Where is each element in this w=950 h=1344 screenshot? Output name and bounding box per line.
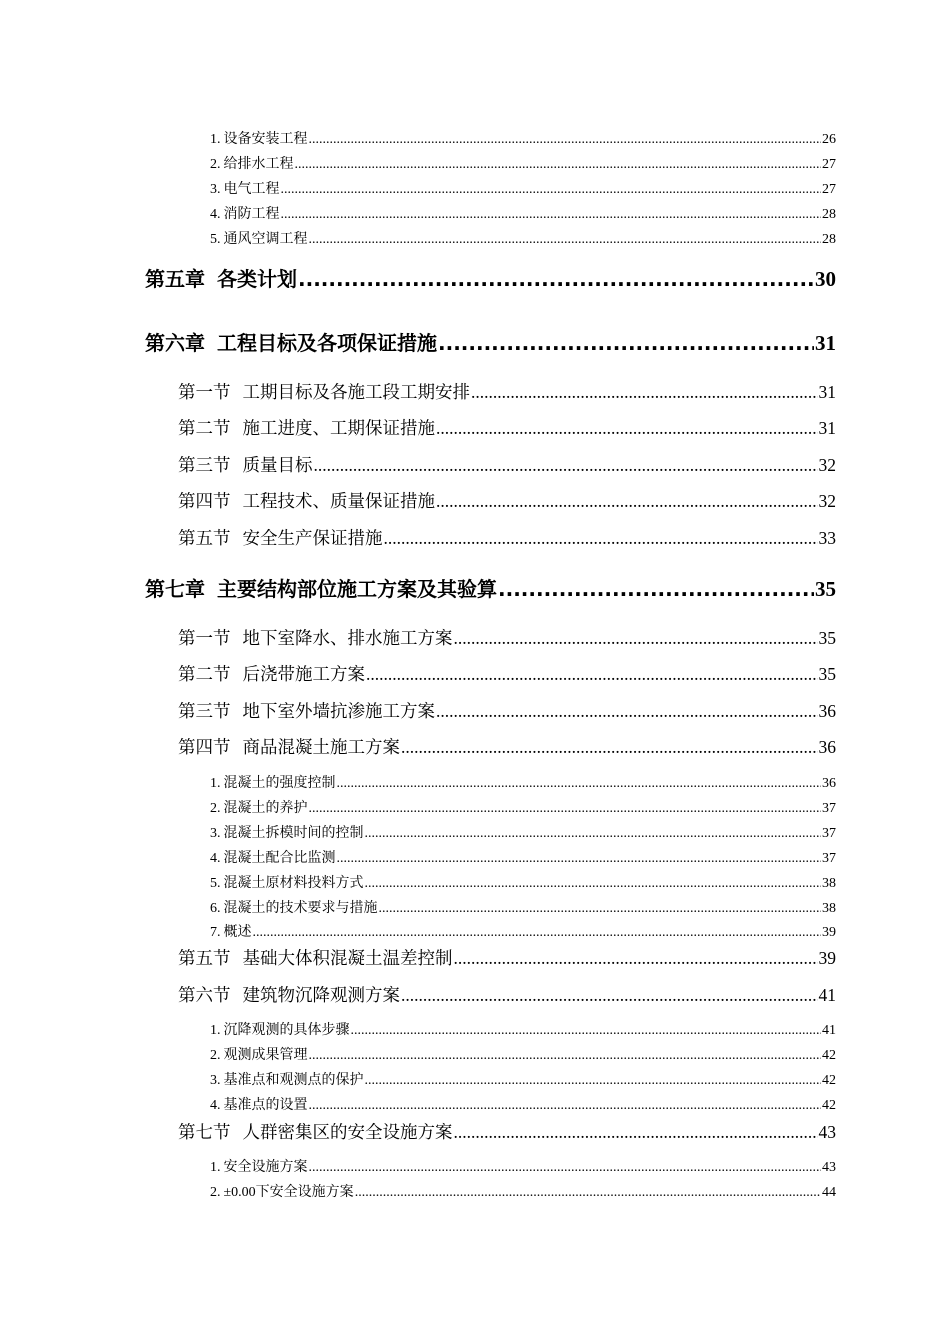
toc-entry-number: 1. [210,1160,221,1175]
toc-entry-title: 通风空调工程 [223,232,308,247]
toc-page-number: 32 [818,455,836,475]
toc-entry-title: 工程技术、质量保证措施 [242,491,435,511]
toc-page-number: 28 [822,232,836,247]
toc-entry-label [210,847,336,867]
dot-leader [438,331,814,355]
toc-entry-title: 商品混凝土施工方案 [242,737,400,757]
toc-page-number: 38 [822,901,836,916]
toc-entry-label [178,415,435,440]
toc-entry-title: 消防工程 [223,207,280,222]
dot-leader [401,737,818,758]
toc-page-number: 39 [818,948,836,968]
toc-entry-title: 给排水工程 [223,157,294,172]
toc-entry-number: 5. [210,876,221,891]
toc-entry-title: ±0.00下安全设施方案 [223,1185,354,1200]
toc-entry-label [210,1094,308,1114]
toc-chapter-entry[interactable] [145,263,836,292]
toc-entry-number: 3. [210,826,221,841]
dot-leader [366,664,818,685]
toc-entry-title: 基础大体积混凝土温差控制 [242,948,453,968]
toc-entry-title: 电气工程 [223,182,280,197]
toc-entry-label [145,263,297,292]
toc-entry-label [210,797,308,817]
toc-section-entry[interactable] [178,379,836,404]
toc-page-number: 33 [818,528,836,548]
dot-leader [295,157,822,173]
toc-entry-number: 第六章 [145,331,205,355]
toc-entry-number: 2. [210,1185,221,1200]
toc-entry-title: 基准点和观测点的保护 [223,1073,364,1088]
dot-leader [298,267,814,291]
toc-entry-label [210,228,308,248]
toc-entry-label [210,1044,308,1064]
toc-item-entry[interactable] [210,1044,836,1064]
toc-entry-number: 第四节 [178,491,231,511]
dot-leader [281,207,822,223]
toc-section-entry[interactable] [178,488,836,513]
toc-entry-number: 第七节 [178,1122,231,1142]
toc-entry-label [210,1019,350,1039]
toc-item-entry[interactable] [210,797,836,817]
dot-leader [309,1098,822,1114]
dot-leader [454,948,818,969]
toc-entry-number: 第二节 [178,418,231,438]
toc-entry-title: 沉降观测的具体步骤 [223,1023,350,1038]
toc-entry-number: 第五节 [178,528,231,548]
toc-entry-label [210,822,364,842]
dot-leader [365,876,822,892]
dot-leader [401,985,818,1006]
toc-entry-label [210,1069,364,1089]
toc-entry-label [145,573,497,602]
toc-entry-label [178,945,453,970]
toc-entry-label [210,897,378,917]
toc-entry-number: 第三节 [178,701,231,721]
toc-entry-label [210,921,252,941]
toc-entry-number: 第四节 [178,737,231,757]
toc-item-entry[interactable] [210,872,836,892]
toc-section-entry[interactable] [178,734,836,759]
toc-entry-label [210,872,364,892]
toc-page-number: 37 [822,826,836,841]
toc-entry-label [178,661,365,686]
toc-entry-label [210,1156,308,1176]
toc-page-number: 43 [822,1160,836,1175]
toc-section-entry[interactable] [178,661,836,686]
toc-entry-number: 4. [210,1098,221,1113]
toc-entry-label [210,128,308,148]
toc-entry-title: 地下室降水、排水施工方案 [242,628,453,648]
toc-entry-number: 2. [210,801,221,816]
toc-entry-number: 第一节 [178,628,231,648]
toc-entry-number: 1. [210,1023,221,1038]
toc-entry-label [178,698,435,723]
toc-entry-number: 1. [210,776,221,791]
toc-entry-number: 第三节 [178,455,231,475]
toc-page-number: 35 [818,628,836,648]
toc-page-number: 41 [818,985,836,1005]
toc-entry-title: 施工进度、工期保证措施 [242,418,435,438]
dot-leader [314,455,818,476]
toc-page-number: 37 [822,801,836,816]
toc-section-entry[interactable] [178,698,836,723]
toc-page-number: 36 [818,701,836,721]
toc-section-entry[interactable] [178,982,836,1007]
toc-item-entry[interactable] [210,1156,836,1176]
toc-entry-number: 第七章 [145,577,205,601]
dot-leader [384,528,818,549]
toc-page-number: 42 [822,1048,836,1063]
toc-item-entry[interactable] [210,1094,836,1114]
toc-item-entry[interactable] [210,772,836,792]
toc-page-number: 36 [822,776,836,791]
toc-entry-title: 人群密集区的安全设施方案 [242,1122,453,1142]
toc-page-number: 35 [815,577,836,601]
toc-page-number: 30 [815,267,836,291]
toc-page-number: 31 [818,418,836,438]
toc-page-number: 32 [818,491,836,511]
toc-section-entry[interactable] [178,415,836,440]
toc-entry-label [178,379,470,404]
toc-page-number: 27 [822,182,836,197]
dot-leader [355,1185,821,1201]
toc-entry-label [210,153,294,173]
toc-item-entry[interactable] [210,228,836,248]
toc-page-number: 26 [822,132,836,147]
toc-entry-title: 安全生产保证措施 [242,528,383,548]
toc-page-number: 42 [822,1098,836,1113]
toc-page-number: 38 [822,876,836,891]
dot-leader [436,701,818,722]
toc-item-entry[interactable] [210,822,836,842]
toc-entry-label [178,1119,453,1144]
toc-entry-label [178,982,400,1007]
toc-entry-title: 后浇带施工方案 [242,664,365,684]
toc-entry-number: 4. [210,207,221,222]
toc-entry-title: 混凝土原材料投料方式 [223,876,364,891]
toc-entry-number: 第五节 [178,948,231,968]
toc-page-number: 37 [822,851,836,866]
toc-entry-number: 4. [210,851,221,866]
toc-section-entry[interactable] [178,625,836,650]
toc-page-number: 42 [822,1073,836,1088]
toc-entry-number: 1. [210,132,221,147]
toc-page-number: 41 [822,1023,836,1038]
toc-page-number: 31 [815,331,836,355]
toc-entry-title: 地下室外墙抗渗施工方案 [242,701,435,721]
dot-leader [365,826,822,842]
toc-entry-label [210,203,280,223]
dot-leader [281,182,822,198]
toc-entry-title: 混凝土的技术要求与措施 [223,901,378,916]
toc-item-entry[interactable] [210,203,836,223]
toc-entry-number: 第六节 [178,985,231,1005]
dot-leader [309,1160,822,1176]
toc-page-number: 27 [822,157,836,172]
toc-item-entry[interactable] [210,153,836,173]
toc-entry-number: 第二节 [178,664,231,684]
toc-entry-title: 质量目标 [242,455,313,475]
dot-leader [337,851,822,867]
toc-entry-label [178,525,383,550]
toc-entry-label [210,772,336,792]
dot-leader [309,1048,822,1064]
toc-page-number: 36 [818,737,836,757]
toc-entry-label [210,1181,354,1201]
toc-entry-title: 安全设施方案 [223,1160,308,1175]
dot-leader [436,491,818,512]
toc-entry-number: 第五章 [145,267,205,291]
toc-item-entry[interactable] [210,897,836,917]
dot-leader [351,1023,822,1039]
dot-leader [436,418,818,439]
toc-item-entry[interactable] [210,847,836,867]
toc-entry-title: 混凝土配合比监测 [223,851,336,866]
toc-entry-number: 3. [210,182,221,197]
toc-entry-number: 5. [210,232,221,247]
toc-entry-number: 第一节 [178,382,231,402]
toc-entry-label [178,734,400,759]
toc-item-entry[interactable] [210,921,836,941]
toc-entry-title: 混凝土的养护 [223,801,308,816]
dot-leader [337,776,822,792]
toc-page-number: 39 [822,925,836,940]
toc-item-entry[interactable] [210,1019,836,1039]
toc-entry-title: 概述 [223,925,252,940]
dot-leader [454,1122,818,1143]
toc-page-number: 43 [818,1122,836,1142]
dot-leader [365,1073,822,1089]
toc-section-entry[interactable] [178,525,836,550]
toc-entry-label [145,327,437,356]
toc-entry-number: 7. [210,925,221,940]
toc-entry-title: 各类计划 [217,267,297,291]
toc-entry-title: 工程目标及各项保证措施 [217,331,437,355]
dot-leader [253,925,822,941]
toc-section-entry[interactable] [178,1119,836,1144]
toc-entry-label [178,488,435,513]
toc-entry-title: 混凝土的强度控制 [223,776,336,791]
toc-entry-title: 设备安装工程 [223,132,308,147]
toc-chapter-entry[interactable] [145,573,836,602]
toc-item-entry[interactable] [210,1069,836,1089]
toc-page-number: 35 [818,664,836,684]
toc-item-entry[interactable] [210,1181,836,1201]
toc-entry-title: 观测成果管理 [223,1048,308,1063]
toc-entry-number: 6. [210,901,221,916]
toc-entry-label [210,178,280,198]
dot-leader [309,801,822,817]
toc-entry-label [178,452,313,477]
toc-entry-title: 建筑物沉降观测方案 [242,985,400,1005]
toc-entry-title: 混凝土拆模时间的控制 [223,826,364,841]
toc-chapter-entry[interactable] [145,327,836,356]
toc-entry-number: 3. [210,1073,221,1088]
toc-entry-number: 2. [210,1048,221,1063]
toc-page-number: 31 [818,382,836,402]
toc-item-entry[interactable] [210,178,836,198]
toc-entry-title: 基准点的设置 [223,1098,308,1113]
toc-section-entry[interactable] [178,452,836,477]
dot-leader [309,232,822,248]
toc-entry-title: 主要结构部位施工方案及其验算 [217,577,497,601]
dot-leader [454,628,818,649]
dot-leader [498,577,814,601]
dot-leader [471,382,818,403]
toc-entry-label [178,625,453,650]
toc-entry-number: 2. [210,157,221,172]
dot-leader [379,901,822,917]
toc-page-number: 44 [822,1185,836,1200]
toc-section-entry[interactable] [178,945,836,970]
toc-page-number: 28 [822,207,836,222]
dot-leader [309,132,822,148]
toc-item-entry[interactable] [210,128,836,148]
toc-entry-title: 工期目标及各施工段工期安排 [242,382,470,402]
